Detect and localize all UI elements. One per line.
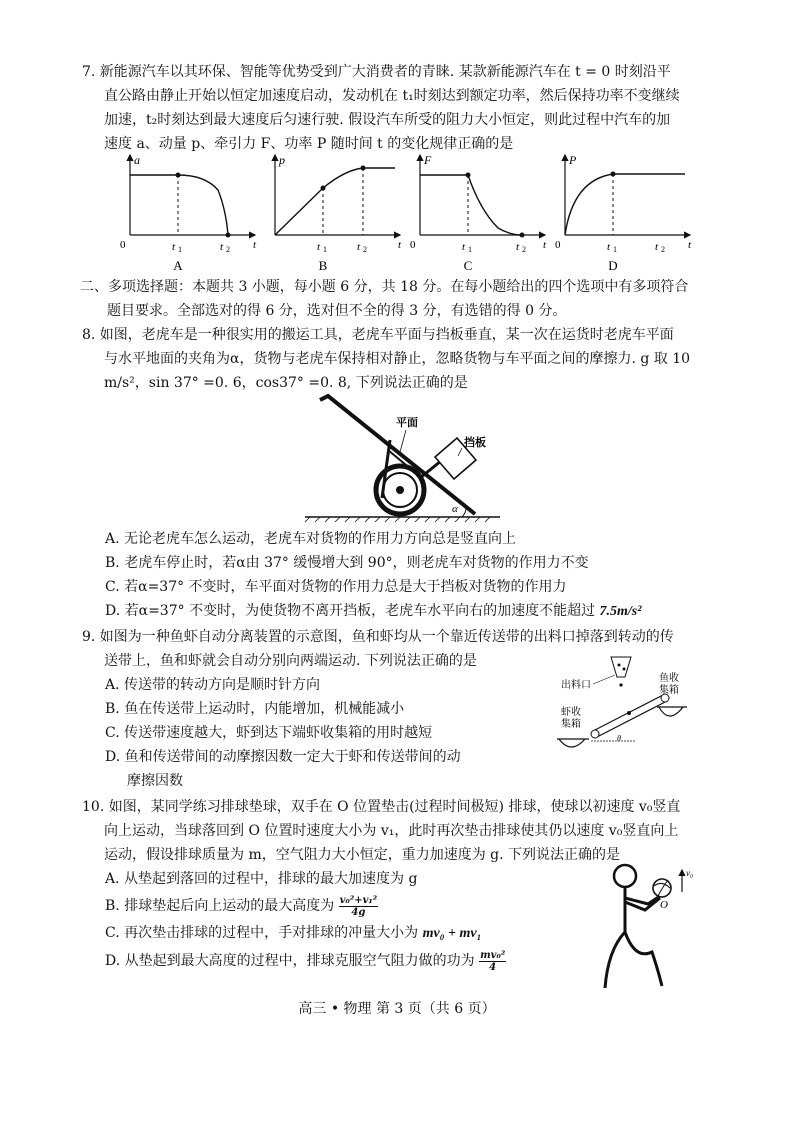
q10-volleyball-figure xyxy=(590,860,700,995)
graph-a-origin: 0 xyxy=(120,239,126,251)
q9-option-b: B. 鱼在传送带上运动时，内能增加，机械能减小 xyxy=(105,701,405,717)
q10-option-b: B. 排球垫起后向上运动的最大高度为 $\frac{\text{v₀²+v₁²}}{4g}$ xyxy=(105,894,378,918)
svg-text:t: t xyxy=(543,239,547,251)
svg-text:1: 1 xyxy=(468,245,472,254)
q9-options: A. 传送带的转动方向是顺时针方向 B. 鱼在传送带上运动时，内能增加，机械能减小 C. 传送带速度越大，虾到达下端虾收集箱的用时越短 D. 鱼和传送带间的动摩擦因数一定大于虾和传送带间的动 摩擦因数 xyxy=(105,673,525,793)
q8-hand-truck-figure xyxy=(300,390,510,525)
graph-c-letter: C xyxy=(463,258,473,273)
q8-option-a: A. 无论老虎车怎么运动，老虎车对货物的作用力方向总是竖直向上 xyxy=(105,531,517,547)
q10-option-b-fraction: $\frac{\text{v₀²+v₁²}}{4g}$ xyxy=(339,894,378,918)
graph-b-letter: B xyxy=(318,258,328,273)
svg-text:2: 2 xyxy=(522,245,526,254)
q10-options xyxy=(105,867,565,976)
q7-stem xyxy=(82,60,722,156)
fish-box-label-2: 集箱 xyxy=(659,685,679,696)
outlet-label: 出料口 xyxy=(561,680,591,691)
svg-text:t: t xyxy=(462,241,466,253)
q8-options xyxy=(105,527,705,624)
graph-a-letter: A xyxy=(173,258,183,273)
q9-stem: 9. 如图为一种鱼虾自动分离装置的示意图，鱼和虾均从一个靠近传送带的出料口掉落到转动的传 送带上，鱼和虾就会自动分别向两端运动. 下列说法正确的是 xyxy=(82,629,674,669)
graph-c xyxy=(410,153,547,273)
svg-text:2: 2 xyxy=(661,245,665,254)
svg-text:2: 2 xyxy=(363,245,367,254)
graph-d xyxy=(555,153,692,273)
graph-b-ylabel: p xyxy=(279,153,285,167)
svg-text:t: t xyxy=(607,241,611,253)
q9-option-d: D. 鱼和传送带间的动摩擦因数一定大于虾和传送带间的动 xyxy=(105,749,461,765)
graph-d-letter: D xyxy=(608,258,618,273)
svg-text:1: 1 xyxy=(613,245,617,254)
section-2-header: 二、多项选择题：本题共 3 小题，每小题 6 分，共 18 分。在每小题给出的四个选项中有多项符合 题目要求。全部选对的得 6 分，选对但不全的得 3 分，有选错的得 0 分。 xyxy=(80,279,689,319)
graph-a-ylabel: a xyxy=(134,153,140,167)
q10-option-c-value: mv₀ + mv₁ xyxy=(422,926,482,941)
svg-text:1: 1 xyxy=(178,245,182,254)
graph-d-ylabel: P xyxy=(569,153,577,167)
svg-text:t: t xyxy=(398,239,402,251)
q8-option-d-value: 7.5m/s² xyxy=(599,604,642,619)
svg-text:t: t xyxy=(516,241,520,253)
q7-line: 加速，t₂时刻达到最大速度后匀速行驶. 假设汽车所受的阻力大小恒定，则此过程中汽车的加 xyxy=(104,112,671,128)
q7-line: 速度 a、动量 p、牵引力 F、功率 P 随时间 t 的变化规律正确的是 xyxy=(104,136,514,152)
graph-a xyxy=(120,153,257,273)
svg-text:t: t xyxy=(317,241,321,253)
position-o-label: O xyxy=(660,899,668,911)
v0-label: v₀ xyxy=(686,868,694,878)
q10-stem: 10. 如图，某同学练习排球垫球，双手在 O 位置垫击(过程时间极短) 排球，使球以初速度 v₀竖直 向上运动，当球落回到 O 位置时速度大小为 v₁，此时再次垫击排球使其仍以速度 v₀竖直向上 运动，假设排球质量为 m，空气阻力大小恒定，重力加速度为 g. 下列说法正确的是 xyxy=(82,799,681,863)
svg-text:t: t xyxy=(357,241,361,253)
q9-option-c: C. 传送带速度越大，虾到达下端虾收集箱的用时越短 xyxy=(105,725,433,741)
q7-line: 直公路由静止开始以恒定加速度启动，发动机在 t₁时刻达到额定功率，然后保持功率不变继续 xyxy=(104,88,680,104)
svg-text:t: t xyxy=(253,239,257,251)
graph-c-ylabel: F xyxy=(424,153,432,167)
q9-option-a: A. 传送带的转动方向是顺时针方向 xyxy=(105,677,321,693)
svg-text:t: t xyxy=(220,241,224,253)
q8-stem: 8. 如图，老虎车是一种很实用的搬运工具，老虎车平面与挡板垂直，某一次在运货时老虎车平面 与水平地面的夹角为α，货物与老虎车保持相对静止，忽略货物与车平面之间的摩擦力. g 取 10 m/s²，sin 37° =0. 6，cos37° =0. 8, 下列说法正确的是 xyxy=(82,327,691,391)
q10-option-d-fraction: $\frac{\text{mv₀²}}{4}$ xyxy=(480,949,506,973)
svg-text:2: 2 xyxy=(226,245,230,254)
svg-text:t: t xyxy=(688,239,692,251)
q7-line: 7. 新能源汽车以其环保、智能等优势受到广大消费者的青睐. 某款新能源汽车在 t = 0 时刻沿平 xyxy=(82,64,671,80)
svg-text:0: 0 xyxy=(410,239,416,251)
shrimp-box-label-2: 集箱 xyxy=(561,719,581,730)
graph-b xyxy=(275,153,402,273)
q10-option-c: C. 再次垫击排球的过程中，手对排球的冲量大小为 mv₀ + mv₁ xyxy=(105,925,482,941)
svg-text:t: t xyxy=(655,241,659,253)
plane-label: 平面 xyxy=(396,417,418,429)
page-footer: 高三 • 物理 第 3 页（共 6 页） xyxy=(298,1001,496,1017)
svg-text:0: 0 xyxy=(555,239,561,251)
q10-option-d: D. 从垫起到最大高度的过程中，排球克服空气阻力做的功为 $\frac{\text{mv₀²}}{4}$ xyxy=(105,949,506,973)
q8-option-d: D. 若α=37° 不变时，为使货物不离开挡板，老虎车水平向右的加速度不能超过 7.5m/s² xyxy=(105,603,642,619)
angle-alpha-label: α xyxy=(452,503,458,515)
fish-box-label-1: 鱼收 xyxy=(659,673,679,684)
q9-conveyor-figure xyxy=(555,655,695,755)
q7-graphs xyxy=(110,150,700,275)
svg-text:1: 1 xyxy=(323,245,327,254)
shrimp-box-label-1: 虾收 xyxy=(561,707,581,718)
q8-option-c: C. 若α=37° 不变时，车平面对货物的作用力总是大于挡板对货物的作用力 xyxy=(105,579,567,595)
angle-theta-label: θ xyxy=(617,734,621,743)
svg-text:t: t xyxy=(172,241,176,253)
q10-option-a: A. 从垫起到落回的过程中，排球的最大加速度为 g xyxy=(105,871,418,887)
board-label: 挡板 xyxy=(464,437,486,449)
q8-option-b: B. 老虎车停止时，若α由 37° 缓慢增大到 90°，则老虎车对货物的作用力不变 xyxy=(105,555,589,571)
